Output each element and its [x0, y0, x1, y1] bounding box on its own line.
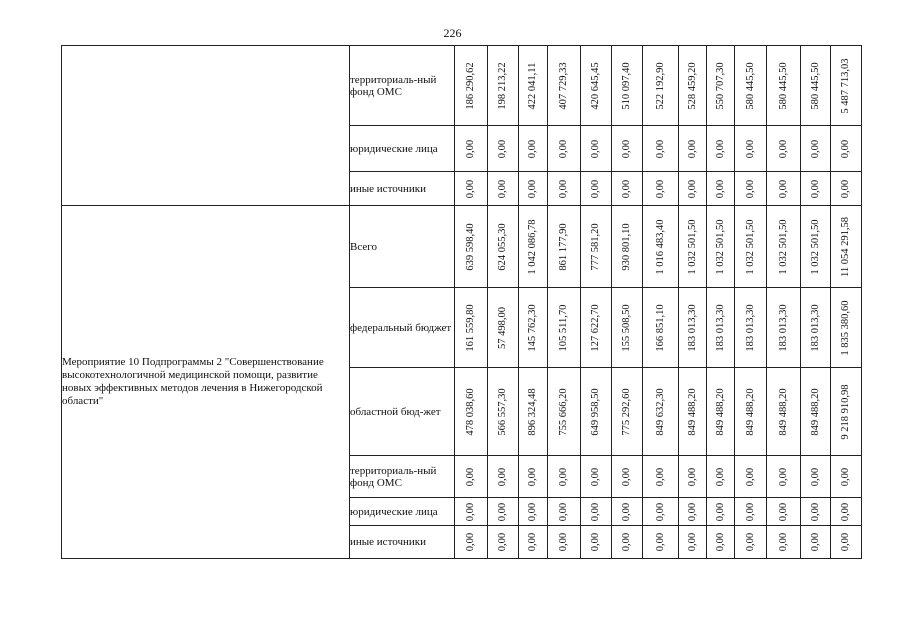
- value-text: 566 557,30: [497, 387, 508, 436]
- value-cell: [519, 498, 548, 526]
- value-cell: [679, 172, 707, 206]
- value-text: 0,00: [527, 139, 538, 158]
- value-text: 0,00: [621, 139, 632, 158]
- value-text: 0,00: [590, 179, 601, 198]
- value-cell: [548, 172, 581, 206]
- value-text: 161 559,80: [465, 303, 476, 352]
- value-cell: [679, 368, 707, 456]
- value-cell: [455, 288, 488, 368]
- value-cell: [679, 126, 707, 172]
- value-cell: [581, 126, 612, 172]
- value-cell: [735, 126, 767, 172]
- value-text: 0,00: [840, 467, 851, 486]
- value-text: 1 042 086,78: [527, 218, 538, 275]
- value-text: 775 292,60: [621, 387, 632, 436]
- value-text: 0,00: [744, 532, 756, 552]
- value-text: 0,00: [744, 502, 756, 521]
- value-cell: [548, 126, 581, 172]
- value-text: 849 488,20: [744, 387, 756, 436]
- value-text: 420 645,45: [590, 61, 601, 110]
- value-text: 777 581,20: [590, 222, 601, 271]
- page-number: 226: [443, 26, 462, 40]
- value-text: 0,00: [497, 532, 508, 552]
- value-text: 145 762,30: [527, 303, 538, 352]
- funding-source-label: территориаль-ный фонд ОМС: [350, 456, 455, 498]
- value-text: 105 511,70: [558, 304, 569, 351]
- value-cell: [519, 288, 548, 368]
- value-cell: [519, 172, 548, 206]
- value-cell: [801, 206, 831, 288]
- value-cell: [767, 46, 801, 126]
- value-cell: [735, 288, 767, 368]
- value-text: 849 488,20: [777, 387, 789, 436]
- value-cell: [643, 172, 679, 206]
- value-cell: [519, 46, 548, 126]
- value-cell: [519, 126, 548, 172]
- value-cell: [679, 498, 707, 526]
- value-text: 0,00: [465, 139, 476, 158]
- value-text: 849 488,20: [714, 387, 726, 436]
- value-text: 0,00: [497, 467, 508, 486]
- value-cell: [455, 498, 488, 526]
- value-text: 0,00: [686, 467, 698, 486]
- value-cell: [735, 46, 767, 126]
- value-cell: [488, 498, 519, 526]
- value-cell: [735, 368, 767, 456]
- value-cell: [488, 368, 519, 456]
- value-cell: [488, 46, 519, 126]
- value-text: 183 013,30: [714, 303, 726, 352]
- value-cell: [548, 368, 581, 456]
- value-text: 0,00: [840, 179, 851, 198]
- value-text: 5 487 713,03: [840, 57, 851, 114]
- value-cell: [643, 126, 679, 172]
- value-cell: [548, 46, 581, 126]
- value-text: 0,00: [497, 179, 508, 198]
- value-text: 0,00: [777, 179, 789, 198]
- value-cell: [548, 288, 581, 368]
- value-text: 0,00: [590, 502, 601, 521]
- value-cell: [643, 288, 679, 368]
- value-text: 510 097,40: [621, 61, 632, 110]
- value-text: 0,00: [621, 467, 632, 486]
- value-text: 198 213,22: [497, 61, 508, 110]
- value-cell: [831, 126, 862, 172]
- value-cell: [612, 456, 643, 498]
- value-cell: [612, 526, 643, 559]
- value-cell: [679, 526, 707, 559]
- value-text: 861 177,90: [558, 222, 569, 271]
- value-cell: [735, 172, 767, 206]
- value-cell: [643, 368, 679, 456]
- value-cell: [519, 206, 548, 288]
- value-cell: [612, 46, 643, 126]
- value-cell: [548, 498, 581, 526]
- value-cell: [735, 498, 767, 526]
- value-cell: [612, 498, 643, 526]
- value-text: 0,00: [777, 139, 789, 158]
- value-text: 0,00: [809, 467, 821, 486]
- funding-source-label: областной бюд-жет: [350, 368, 455, 456]
- value-cell: [488, 526, 519, 559]
- value-text: 580 445,50: [744, 61, 756, 110]
- value-text: 422 041,11: [527, 62, 538, 109]
- value-text: 407 729,33: [558, 61, 569, 110]
- value-text: 522 192,90: [654, 61, 666, 110]
- value-text: 624 055,30: [497, 222, 508, 271]
- value-cell: [801, 368, 831, 456]
- value-text: 0,00: [714, 532, 726, 552]
- value-text: 0,00: [654, 502, 666, 521]
- value-cell: [519, 456, 548, 498]
- value-cell: [707, 368, 735, 456]
- value-cell: [488, 206, 519, 288]
- value-text: 896 324,48: [527, 387, 538, 436]
- value-cell: [831, 172, 862, 206]
- value-cell: [707, 288, 735, 368]
- value-cell: [707, 172, 735, 206]
- value-cell: [519, 368, 548, 456]
- value-cell: [488, 288, 519, 368]
- table-row: [62, 46, 862, 126]
- value-cell: [801, 526, 831, 559]
- value-text: 0,00: [714, 179, 726, 198]
- funding-source-label: Всего: [350, 206, 455, 288]
- value-text: 0,00: [840, 502, 851, 521]
- value-cell: [707, 206, 735, 288]
- value-cell: [707, 126, 735, 172]
- value-cell: [581, 526, 612, 559]
- value-cell: [643, 498, 679, 526]
- value-text: 1 032 501,50: [744, 218, 756, 275]
- value-text: 580 445,50: [809, 61, 821, 110]
- value-text: 57 498,00: [497, 306, 508, 349]
- value-text: 1 016 483,40: [654, 218, 666, 275]
- value-text: 0,00: [654, 467, 666, 486]
- value-text: 0,00: [465, 179, 476, 198]
- value-text: 0,00: [809, 532, 821, 552]
- value-text: 1 032 501,50: [686, 218, 698, 275]
- value-text: 0,00: [558, 532, 569, 552]
- value-text: 0,00: [809, 179, 821, 198]
- value-text: 0,00: [558, 467, 569, 486]
- value-cell: [455, 456, 488, 498]
- value-cell: [612, 126, 643, 172]
- value-cell: [643, 46, 679, 126]
- value-cell: [735, 206, 767, 288]
- value-text: 0,00: [654, 179, 666, 198]
- value-text: 0,00: [840, 532, 851, 552]
- value-text: 0,00: [621, 179, 632, 198]
- value-cell: [801, 172, 831, 206]
- value-text: 580 445,50: [777, 61, 789, 110]
- value-cell: [581, 288, 612, 368]
- value-cell: [735, 526, 767, 559]
- value-text: 183 013,30: [777, 303, 789, 352]
- value-cell: [767, 456, 801, 498]
- value-text: 1 032 501,50: [714, 218, 726, 275]
- value-text: 0,00: [590, 467, 601, 486]
- value-text: 0,00: [558, 502, 569, 521]
- value-text: 1 032 501,50: [777, 218, 789, 275]
- value-text: 0,00: [744, 139, 756, 158]
- value-text: 0,00: [590, 139, 601, 158]
- value-text: 478 038,60: [465, 387, 476, 436]
- value-cell: [581, 456, 612, 498]
- table-row: [62, 206, 862, 288]
- value-text: 755 666,20: [558, 387, 569, 436]
- value-text: 0,00: [558, 179, 569, 198]
- value-text: 0,00: [777, 467, 789, 486]
- value-cell: [707, 526, 735, 559]
- value-text: 0,00: [744, 179, 756, 198]
- value-cell: [643, 206, 679, 288]
- value-text: 0,00: [465, 532, 476, 552]
- value-cell: [767, 288, 801, 368]
- value-text: 649 958,50: [590, 387, 601, 436]
- value-text: 11 054 291,58: [840, 216, 851, 277]
- value-text: 127 622,70: [590, 303, 601, 352]
- value-text: 0,00: [777, 502, 789, 521]
- value-text: 0,00: [621, 532, 632, 552]
- value-text: 930 801,10: [621, 222, 632, 271]
- value-cell: [801, 126, 831, 172]
- value-cell: [801, 498, 831, 526]
- value-cell: [581, 368, 612, 456]
- funding-source-label: федеральный бюджет: [350, 288, 455, 368]
- value-cell: [643, 456, 679, 498]
- value-text: 183 013,30: [809, 303, 821, 352]
- value-cell: [831, 456, 862, 498]
- value-text: 155 508,50: [621, 303, 632, 352]
- value-cell: [612, 368, 643, 456]
- value-cell: [801, 456, 831, 498]
- value-cell: [767, 206, 801, 288]
- funding-source-label: иные источники: [350, 526, 455, 559]
- value-cell: [519, 526, 548, 559]
- value-text: 0,00: [714, 467, 726, 486]
- value-cell: [831, 498, 862, 526]
- value-cell: [488, 456, 519, 498]
- value-cell: [488, 126, 519, 172]
- value-text: 0,00: [744, 467, 756, 486]
- value-text: 0,00: [714, 139, 726, 158]
- value-cell: [707, 498, 735, 526]
- value-text: 0,00: [497, 502, 508, 521]
- value-text: 639 598,40: [465, 222, 476, 271]
- value-text: 849 488,20: [809, 387, 821, 436]
- activity-cell: Мероприятие 10 Подпрограммы 2 "Совершенствование высокотехнологичной медицинской помощи, развитие новых эффективных методов лечения в Нижегородской области": [62, 206, 350, 559]
- budget-table: [61, 45, 862, 559]
- value-cell: [581, 172, 612, 206]
- value-cell: [831, 288, 862, 368]
- value-cell: [488, 172, 519, 206]
- value-text: 183 013,30: [744, 303, 756, 352]
- value-cell: [581, 498, 612, 526]
- value-text: 0,00: [777, 532, 789, 552]
- value-text: 0,00: [809, 139, 821, 158]
- value-text: 0,00: [527, 467, 538, 486]
- value-cell: [831, 526, 862, 559]
- funding-source-label: территориаль-ный фонд ОМС: [350, 46, 455, 126]
- value-text: 9 218 910,98: [840, 383, 851, 440]
- value-cell: [767, 126, 801, 172]
- value-cell: [767, 526, 801, 559]
- value-text: 0,00: [686, 139, 698, 158]
- value-cell: [831, 206, 862, 288]
- value-text: 186 290,62: [465, 61, 476, 110]
- value-cell: [455, 526, 488, 559]
- value-cell: [455, 172, 488, 206]
- value-cell: [612, 172, 643, 206]
- value-text: 849 488,20: [686, 387, 698, 436]
- value-text: 0,00: [465, 467, 476, 486]
- value-cell: [801, 46, 831, 126]
- value-cell: [831, 368, 862, 456]
- funding-source-label: иные источники: [350, 172, 455, 206]
- value-text: 0,00: [527, 502, 538, 521]
- value-text: 0,00: [654, 532, 666, 552]
- value-cell: [801, 288, 831, 368]
- value-cell: [548, 206, 581, 288]
- value-text: 0,00: [590, 532, 601, 552]
- value-cell: [767, 172, 801, 206]
- value-cell: [831, 46, 862, 126]
- value-text: 550 707,30: [714, 61, 726, 110]
- value-text: 0,00: [654, 139, 666, 158]
- value-text: 849 632,30: [654, 387, 666, 436]
- value-cell: [455, 46, 488, 126]
- value-text: 0,00: [686, 502, 698, 521]
- value-cell: [679, 288, 707, 368]
- value-text: 183 013,30: [686, 303, 698, 352]
- value-cell: [707, 456, 735, 498]
- value-cell: [455, 126, 488, 172]
- value-text: 0,00: [686, 532, 698, 552]
- value-text: 0,00: [686, 179, 698, 198]
- value-cell: [612, 206, 643, 288]
- value-cell: [679, 206, 707, 288]
- value-cell: [581, 46, 612, 126]
- value-text: 0,00: [621, 502, 632, 521]
- value-text: 166 851,10: [654, 303, 666, 352]
- value-cell: [767, 498, 801, 526]
- value-cell: [548, 526, 581, 559]
- funding-source-label: юридические лица: [350, 498, 455, 526]
- value-text: 0,00: [809, 502, 821, 521]
- value-cell: [707, 46, 735, 126]
- value-cell: [679, 46, 707, 126]
- value-text: 0,00: [465, 502, 476, 521]
- activity-cell: [62, 46, 350, 206]
- value-text: 0,00: [840, 139, 851, 158]
- value-text: 528 459,20: [686, 61, 698, 110]
- value-cell: [767, 368, 801, 456]
- value-cell: [548, 456, 581, 498]
- value-cell: [612, 288, 643, 368]
- value-cell: [679, 456, 707, 498]
- value-text: 1 835 380,60: [840, 299, 851, 356]
- value-cell: [643, 526, 679, 559]
- value-text: 0,00: [497, 139, 508, 158]
- value-text: 0,00: [527, 532, 538, 552]
- funding-source-label: юридические лица: [350, 126, 455, 172]
- value-cell: [581, 206, 612, 288]
- value-text: 0,00: [558, 139, 569, 158]
- value-text: 0,00: [714, 502, 726, 521]
- value-cell: [455, 368, 488, 456]
- value-cell: [455, 206, 488, 288]
- value-text: 0,00: [527, 179, 538, 198]
- value-text: 1 032 501,50: [809, 218, 821, 275]
- value-cell: [735, 456, 767, 498]
